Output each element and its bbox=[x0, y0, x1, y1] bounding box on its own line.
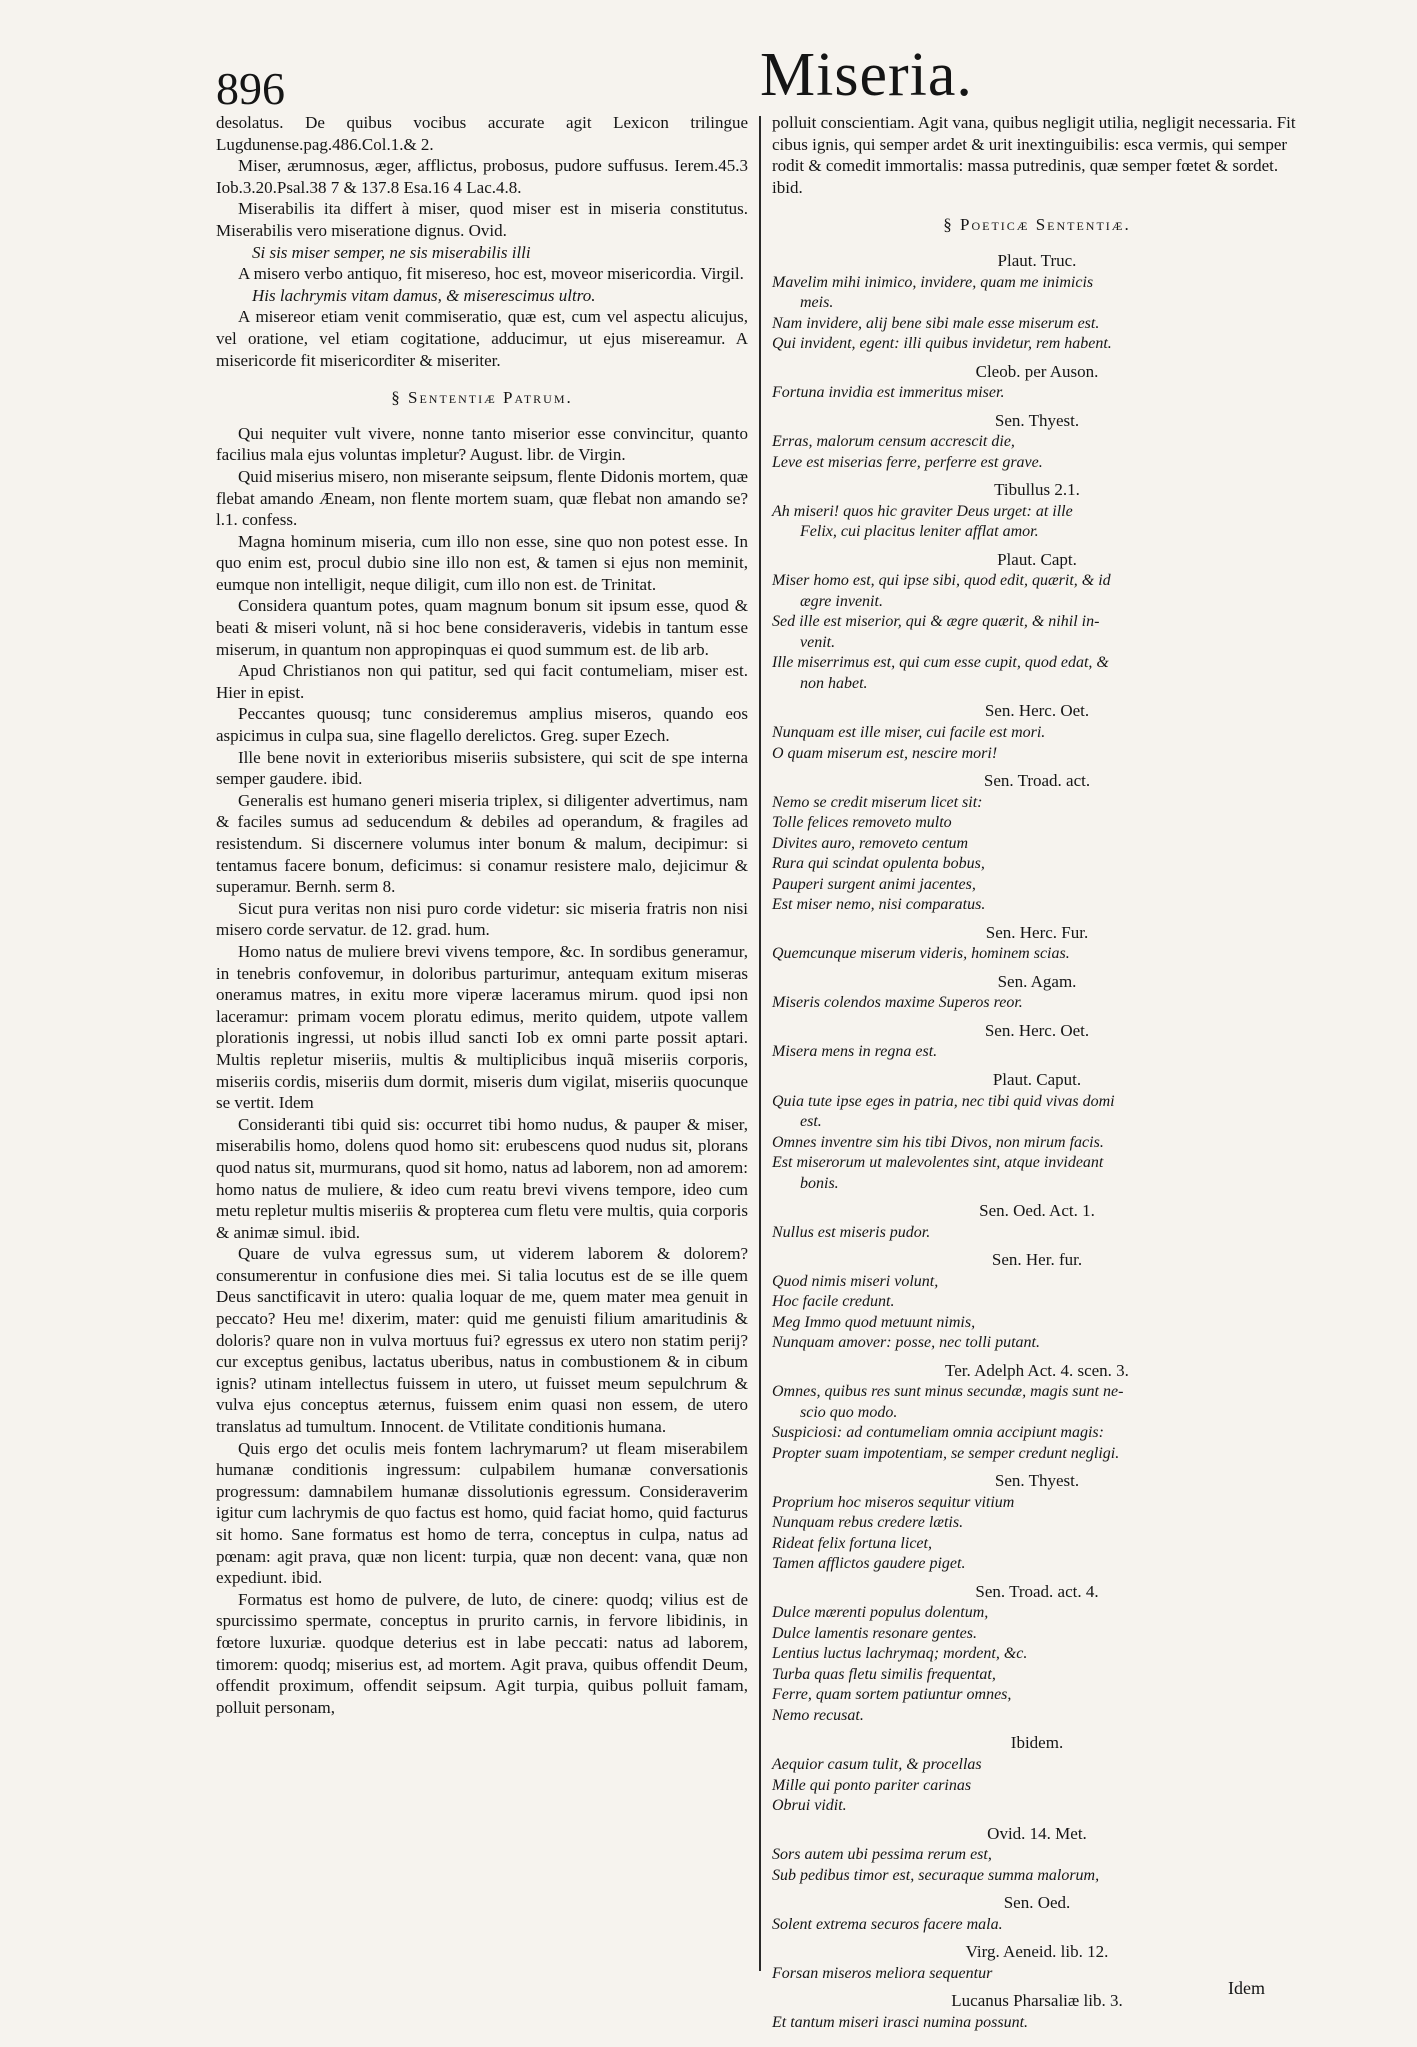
poetic-block bbox=[772, 1249, 1302, 1354]
source-label: Sen. Her. fur. bbox=[991, 1250, 1083, 1270]
paragraph: Peccantes quousq; tunc consideremus amplius miseros, quando eos aspicimus in culpa sua, sine flagello derelictos. Greg. super Ezech. bbox=[216, 704, 748, 746]
verse-line: Quemcunque miserum videris, hominem scias. bbox=[772, 945, 1070, 963]
verse-line: Sed ille est miserior, qui & ægre quærit, & nihil in- bbox=[772, 613, 1100, 631]
verse-line: Leve est miserias ferre, perferre est grave. bbox=[772, 453, 1043, 471]
paragraph: Quis ergo det oculis meis fontem lachrymarum? ut fleam miserabilem humanæ conditionis ingressum: culpabilem humanæ conversationis progressum: damnabilem humanæ dissolutionis egressum. Consideraverim igitur cum lachrymis de quo factus est homo, quid faciat homo, quid facturus sit homo. Sane formatus est homo de terra, conceptus in culpa, natus ad pœnam: agit prava, quæ non licent: turpia, quæ non decent: vana, quæ non expediunt. ibid. bbox=[216, 1438, 748, 1588]
verse-line: Forsan miseros meliora sequentur bbox=[772, 1964, 993, 1982]
left-column bbox=[216, 112, 748, 1718]
source-label: Sen. Thyest. bbox=[994, 1471, 1080, 1491]
poetic-block bbox=[772, 770, 1302, 916]
verse-line: Quod nimis miseri volunt, bbox=[772, 1272, 939, 1290]
verse-line: Rura qui scindat opulenta bobus, bbox=[772, 855, 985, 873]
verse-line: Ah miseri! quos hic graviter Deus urget: at ille bbox=[772, 502, 1073, 520]
verse-line: O quam miserum est, nescire mori! bbox=[772, 744, 998, 762]
verse-line: scio quo modo. bbox=[800, 1403, 898, 1421]
source-label: Ibidem. bbox=[1010, 1733, 1064, 1753]
verse-line: Mille qui ponto pariter carinas bbox=[772, 1776, 972, 1794]
source-label: Plaut. Capt. bbox=[997, 549, 1077, 569]
section-heading-patrum: § Sententiæ Patrum. bbox=[391, 388, 573, 408]
patrum-paragraphs bbox=[216, 423, 748, 1719]
paragraph: A misereor etiam venit commiseratio, quæ est, cum vel aspectu alicujus, vel oratione, vel etiam cogitatione, adducimur, ut ejus misereamur. A misericorde fit misericorditer & miseriter. bbox=[216, 307, 748, 370]
verse-quote: His lachrymis vitam damus, & miserescimus ultro. bbox=[252, 285, 596, 305]
poetic-block bbox=[772, 1823, 1302, 1887]
verse-line: Quia tute ipse eges in patria, nec tibi quid vivas domi bbox=[772, 1092, 1115, 1110]
verse-line: Lentius luctus lachrymaq; mordent, &c. bbox=[772, 1645, 1028, 1663]
verse-line: Est miserorum ut malevolentes sint, atque invideant bbox=[772, 1154, 1104, 1171]
verse-line: Obrui vidit. bbox=[772, 1797, 847, 1815]
paragraph: Sicut pura veritas non nisi puro corde videtur: sic miseria fratris non nisi misero corde servatur. de 12. grad. hum. bbox=[216, 898, 748, 940]
verse-line: non habet. bbox=[800, 674, 868, 692]
paragraph: polluit conscientiam. Agit vana, quibus negligit utilia, negligit necessaria. Fit cibus ignis, qui semper ardet & urit inextinguibilis: esca vermis, qui semper rodit & comedit immortalis: massa putredinis, quæ semper fœtet & sordet. ibid. bbox=[772, 113, 1296, 197]
verse-line: Mavelim mihi inimico, invidere, quam me inimicis bbox=[772, 273, 1094, 291]
verse-line: est. bbox=[800, 1113, 822, 1130]
paragraph: Formatus est homo de pulvere, de luto, de cinere: quodq; vilius est de spurcissimo spermate, conceptus in prurito carnis, in fervore libidinis, in fœtore luxuriæ. quodque deterius est in labe peccati: natus ad laborem, timorem: quodq; miserius est, ad mortem. Agit prava, quibus offendit Deum, offendit proximum, offendit seipsum. Agit turpia, quibus polluit famam, polluit personam, bbox=[216, 1589, 748, 1717]
verse-line: Miser homo est, qui ipse sibi, quod edit, quærit, & id bbox=[772, 572, 1111, 590]
right-column bbox=[772, 112, 1302, 2039]
verse-line: Aequior casum tulit, & procellas bbox=[772, 1756, 982, 1774]
verse-line: Nemo se credit miserum licet sit: bbox=[772, 793, 983, 811]
verse-line: Nullus est miseris pudor. bbox=[772, 1223, 931, 1241]
poetic-block bbox=[772, 1581, 1302, 1727]
source-label: Ter. Adelph Act. 4. scen. 3. bbox=[945, 1360, 1129, 1380]
section-heading-poeticae: § Poeticæ Sententiæ. bbox=[943, 215, 1131, 235]
source-label: Sen. Troad. act. 4. bbox=[975, 1581, 1099, 1601]
poetic-block bbox=[772, 922, 1302, 965]
paragraph: Quare de vulva egressus sum, ut viderem laborem & dolorem? consumerentur in confusione dies mei. Si talia locutus est de se ille quem Deus sanctificavit in utero: qualia loquar de me, quem mater mea genuit in peccato? Heu me! dixerim, mater: quid me genuisti filium amaritudinis & doloris? quare non in vulva mortuus fui? egressus ex utero non statim perij? cur exceptus genibus, lactatus uberibus, natus in combustionem & in cibum ignis? utinam intellectus fuissem in utero, ut fuisset meum sepulchrum & vulva ejus conceptus æternus, fuissem enim quasi non essem, de utero translatus ad tumultum. Innocent. de Vtilitate conditionis humana. bbox=[216, 1244, 748, 1437]
source-label: Sen. Herc. Oet. bbox=[984, 701, 1090, 721]
verse-line: Nemo recusat. bbox=[772, 1706, 864, 1724]
catchword: Idem bbox=[1228, 1978, 1265, 1998]
page-number: 896 bbox=[216, 63, 285, 114]
poetic-block bbox=[772, 1200, 1302, 1243]
verse-line: Nunquam est ille miser, cui facile est mori. bbox=[772, 724, 1046, 742]
verse-line: Nam invidere, alij bene sibi male esse miserum est. bbox=[772, 314, 1100, 332]
verse-line: Misera mens in regna est. bbox=[772, 1043, 938, 1061]
verse-line: Qui invident, egent: illi quibus invidetur, rem habent. bbox=[772, 335, 1112, 353]
verse-line: Omnes, quibus res sunt minus secundæ, magis sunt ne- bbox=[772, 1383, 1124, 1401]
paragraph: Miserabilis ita differt à miser, quod miser est in miseria constitutus. Miserabilis vero miseratione dignus. Ovid. bbox=[216, 199, 748, 240]
verse-line: Est miser nemo, nisi comparatus. bbox=[772, 896, 986, 914]
verse-line: Solent extrema securos facere mala. bbox=[772, 1915, 1003, 1933]
paragraph: Qui nequiter vult vivere, nonne tanto miserior esse convincitur, quanto facilius mala ejus voluntas impletur? August. libr. de Virgin. bbox=[216, 423, 748, 465]
source-label: Plaut. Truc. bbox=[997, 250, 1077, 270]
paragraph: Magna hominum miseria, cum illo non esse, sine quo non potest esse. In quo enim est, procul dubio sine illo non est, & tamen si ejus non meminit, eumque non intelligit, neque diligit, cum illo non est. de Trinitat. bbox=[216, 531, 748, 594]
verse-line: Hoc facile credunt. bbox=[772, 1293, 895, 1311]
verse-line: ægre invenit. bbox=[800, 592, 883, 610]
paragraph: Generalis est humano generi miseria triplex, si diligenter advertimus, nam & faciles sumus ad seducendum & debiles ad operandum, & fragiles ad resistendum. Si discernere volumus inter bonum & malum, decipimur: si tentamus facere bonum, deficimus: si conamur resistere malo, dejicimur & superamur. Bernh. serm 8. bbox=[216, 790, 748, 897]
source-label: Sen. Oed. bbox=[1003, 1893, 1071, 1913]
verse-line: Et tantum miseri irasci numina possunt. bbox=[772, 2013, 1029, 2031]
poetic-block bbox=[772, 971, 1302, 1014]
verse-line: Nunquam amover: posse, nec tolli putant. bbox=[772, 1334, 1040, 1352]
poetic-block bbox=[772, 549, 1302, 695]
verse-line: meis. bbox=[800, 294, 834, 312]
source-label: Virg. Aeneid. lib. 12. bbox=[965, 1942, 1109, 1962]
verse-line: Felix, cui placitus leniter afflat amor. bbox=[800, 523, 1039, 541]
verse-line: Turba quas fletu similis frequentat, bbox=[772, 1665, 996, 1683]
source-label: Ovid. 14. Met. bbox=[987, 1823, 1087, 1843]
source-label: Sen. Troad. act. bbox=[983, 771, 1091, 791]
verse-line: Proprium hoc miseros sequitur vitium bbox=[772, 1493, 1015, 1511]
verse-line: Miseris colendos maxime Superos reor. bbox=[772, 994, 1023, 1012]
running-title: Miseria. bbox=[760, 41, 973, 109]
verse-line: Suspiciosi: ad contumeliam omnia accipiunt magis: bbox=[772, 1424, 1104, 1442]
poetic-block bbox=[772, 1990, 1302, 2033]
source-label: Sen. Oed. Act. 1. bbox=[979, 1201, 1095, 1220]
verse-line: Tamen afflictos gaudere piget. bbox=[772, 1555, 966, 1573]
verse-line: venit. bbox=[800, 633, 836, 651]
verse-line: Sors autem ubi pessima rerum est, bbox=[772, 1846, 992, 1864]
verse-line: Divites auro, removeto centum bbox=[772, 834, 969, 852]
verse-line: Dulce lamentis resonare gentes. bbox=[772, 1624, 977, 1642]
verse-line: bonis. bbox=[800, 1174, 839, 1192]
verse-quote: Si sis miser semper, ne sis miserabilis illi bbox=[252, 242, 531, 262]
poetic-block bbox=[772, 700, 1302, 764]
column-divider bbox=[759, 116, 761, 1971]
verse-line: Propter suam impotentiam, se semper credunt negligi. bbox=[772, 1444, 1120, 1462]
verse-line: Tolle felices removeto multo bbox=[772, 814, 952, 832]
source-label: Sen. Agam. bbox=[997, 971, 1077, 991]
verse-line: Nunquam rebus credere lætis. bbox=[772, 1514, 964, 1532]
source-label: Sen. Herc. Fur. bbox=[985, 922, 1089, 942]
poetic-block bbox=[772, 1069, 1302, 1194]
source-label: Cleob. per Auson. bbox=[975, 361, 1099, 381]
paragraph: Considera quantum potes, quam magnum bonum sit ipsum esse, quod & beati & miseri volunt, nã si hoc bene consideraveris, videbis in tantum esse miserum, in quantum non appropinquas ei quod summum est. de lib arb. bbox=[216, 596, 748, 659]
verse-line: Ille miserrimus est, qui cum esse cupit, quod edat, & bbox=[772, 654, 1109, 672]
source-label: Sen. Thyest. bbox=[994, 410, 1080, 430]
poetic-block bbox=[772, 479, 1302, 543]
poetic-block bbox=[772, 1732, 1302, 1816]
poetic-block bbox=[772, 250, 1302, 355]
poetic-block bbox=[772, 1470, 1302, 1575]
source-label: Lucanus Pharsaliæ lib. 3. bbox=[951, 1991, 1123, 2011]
poetic-block bbox=[772, 1020, 1302, 1063]
poetic-block bbox=[772, 1941, 1302, 1984]
poetic-block bbox=[772, 361, 1302, 404]
verse-line: Sub pedibus timor est, securaque summa malorum, bbox=[772, 1866, 1100, 1884]
poetic-block bbox=[772, 1360, 1302, 1465]
paragraph: Ille bene novit in exterioribus miseriis subsistere, qui scit de spe interna semper gaudere. ibid. bbox=[216, 747, 748, 789]
verse-line: Fortuna invidia est immeritus miser. bbox=[772, 384, 1005, 402]
verse-line: Meg Immo quod metuunt nimis, bbox=[772, 1313, 976, 1331]
source-label: Sen. Herc. Oet. bbox=[984, 1020, 1090, 1040]
poetic-block bbox=[772, 410, 1302, 474]
source-label: Plaut. Caput. bbox=[992, 1069, 1082, 1089]
verse-line: Erras, malorum censum accrescit die, bbox=[772, 433, 1015, 451]
paragraph: Quid miserius misero, non miserante seipsum, flente Didonis mortem, quæ flebat amando Æneam, non flente mortem suam, quæ flebat non amando se? l.1. confess. bbox=[216, 466, 748, 530]
paragraph: Miser, ærumnosus, æger, afflictus, probosus, pudore suffusus. Ierem.45.3 Iob.3.20.Psal.38 7 & 137.8 Esa.16 4 Lac.4.8. bbox=[216, 156, 748, 197]
poetic-quotations bbox=[772, 250, 1302, 2033]
verse-line: Pauperi surgent animi jacentes, bbox=[772, 875, 976, 893]
verse-line: Ferre, quam sortem patiuntur omnes, bbox=[772, 1686, 1012, 1704]
paragraph: Apud Christianos non qui patitur, sed qui facit contumeliam, miser est. Hier in epist. bbox=[216, 661, 748, 702]
paragraph: Consideranti tibi quid sis: occurret tibi homo nudus, & pauper & miser, miserabilis homo, dolens quod homo sit: erubescens quod nudus sit, plorans quod natus sit, murmurans, quod sit homo, natus ad laborem, non ad amorem: homo natus de muliere, & ideo cum reatu brevi vivens tempore, ideo cum metu repletur multis miseriis & propterea cum fletu vere multis, quia corporis & animæ simul. ibid. bbox=[216, 1114, 748, 1242]
paragraph: Homo natus de muliere brevi vivens tempore, &c. In sordibus generamur, in tenebris confovemur, in doloribus parturimur, antequam exitum miseras oneramus matres, in exitu more viperæ laceramus mirum. quod ipsi non laceramur: primam vocem ploratu edimus, merito quidem, utpote vallem plorationis ingressi, ut nobis illud sancti Iob ex omni parte possit aptari. Multis repletur miseriis, multis & multiplicibus inquã miseriis corporis, miseriis cordis, miseriis dum dormit, miseris dum vigilat, miseriis quocunque se vertit. Idem bbox=[216, 941, 748, 1113]
verse-line: Dulce mærenti populus dolentum, bbox=[772, 1604, 989, 1622]
paragraph: desolatus. De quibus vocibus accurate agit Lexicon trilingue Lugdunense.pag.486.Col.1.& 2. bbox=[216, 113, 748, 154]
source-label: Tibullus 2.1. bbox=[994, 480, 1080, 500]
poetic-block bbox=[772, 1892, 1302, 1935]
paragraph: A misero verbo antiquo, fit misereso, hoc est, moveor misericordia. Virgil. bbox=[238, 264, 744, 284]
verse-line: Rideat felix fortuna licet, bbox=[772, 1534, 932, 1552]
verse-line: Omnes inventre sim his tibi Divos, non mirum facis. bbox=[772, 1133, 1104, 1151]
